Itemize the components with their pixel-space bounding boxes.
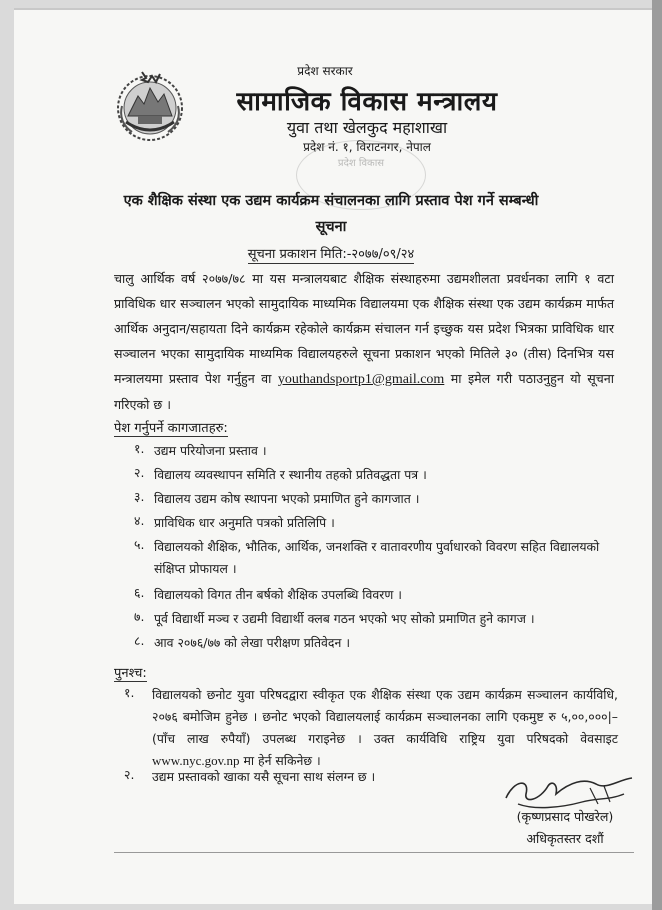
postscript-heading-text: पुनश्च: [114,666,147,681]
signatory-designation: अधिकृतस्तर दशौं [526,831,604,846]
list-item-number: २. [134,465,145,480]
list-item-text: आव २०७६/७७ को लेखा परीक्षण प्रतिवेदन । [154,635,351,650]
provincial-government-label: प्रदेश सरकार [297,64,353,78]
list-item-text: विद्यालय व्यवस्थापन समिति र स्थानीय तहको प्रतिवद्धता पत्र । [154,467,427,482]
list-item-number: ७. [134,609,145,624]
email-link[interactable]: youthandsportp1@gmail.com [277,372,445,387]
bottom-rule [114,852,634,853]
list-item-text: उद्यम परियोजना प्रस्ताव । [154,443,267,458]
required-documents-heading [114,418,228,436]
list-item-text: प्राविधिक धार अनुमति पत्रको प्रतिलिपि । [154,515,335,530]
postscript-heading [114,663,147,681]
postscript-item-1-text: विद्यालयको छनोट युवा परिषदद्वारा स्वीकृत एक शैक्षिक संस्था एक उद्यम कार्यक्रम सञ्चालन कार्यविधि, २०७६ बमोजिम हुनेछ । छनोट भएको विद्यालयलाई कार्यक्रम सञ्चालनका लागि एकमुष्ट रु ५,००,०००|– (पाँच लाख रुपैयाँ) उपलब्ध गराइनेछ । उक्त कार्यविधि राष्ट्रिय युवा परिषदको वेवसाइट [152,687,618,746]
notice-title: एक शैक्षिक संस्था एक उद्यम कार्यक्रम संचालनका लागि प्रस्ताव पेश गर्ने सम्बन्धी [123,193,539,209]
list-item-text: विद्यालयको विगत तीन बर्षको शैक्षिक उपलब्धि विवरण । [154,587,402,602]
list-item-number: १. [124,685,135,700]
stamp-text: प्रदेश विकास [337,158,385,169]
website-link[interactable]: www.nyc.gov.np [152,753,240,768]
list-item-text: उद्यम प्रस्तावको खाका यसै सूचना साथ संलग्न छ । [152,769,376,784]
list-item-text [152,684,618,772]
office-address: प्रदेश नं. १, विराटनगर, नेपाल [303,140,431,154]
list-item-text: विद्यालयको शैक्षिक, भौतिक, आर्थिक, जनशक्ति र वातावरणीय पुर्वाधारको विवरण सहित विद्यालयको संक्षिप्त प्रोफायल । [154,539,600,576]
notice-body-text-2: मा इमेल गरी पठाउनुहुन यो सूचना गरिएको छ । [114,371,615,412]
division-name: युवा तथा खेलकुद महाशाखा [286,118,448,137]
notice-subtitle: सूचना [315,219,347,235]
ministry-name: सामाजिक विकास मन्त्रालय [236,87,498,117]
list-item-number: ५. [134,537,145,552]
signatory-name: (कृष्णप्रसाद पोखरेल) [516,809,614,824]
required-documents-heading-text: पेश गर्नुपर्ने कागजातहरु: [114,421,228,436]
list-item-number: ६. [134,585,145,600]
list-item-number: ३. [134,489,145,504]
postscript-item-1-tail: मा हेर्न सकिनेछ । [239,753,321,768]
list-item-text: पूर्व विद्यार्थी मञ्च र उद्यमी विद्यार्थी क्लब गठन भएको भए सोको प्रमाणित हुने कागज । [154,611,535,626]
notice-body-text-1: चालु आर्थिक वर्ष २०७७/७८ मा यस मन्त्रालयबाट शैक्षिक संस्थाहरुमा उद्यमशीलता प्रवर्धनका लागि १ वटा प्राविधिक धार सञ्चालन भएको सामुदायिक माध्यमिक विद्यालयमा एक शैक्षिक संस्था एक उद्यम कार्यक्रम मार्फत आर्थिक अनुदान/सहायता दिने कार्यक्रम रहेकोले कार्यक्रम संचालन गर्न इच्छुक यस प्रदेश भित्रका प्राविधिक धार सञ्चालन भएका सामुदायिक माध्यमिक विद्यालयहरुले सूचना प्रकाशन भएको मितिले ३० (तीस) दिनभित्र यस मन्त्रालयमा प्रस्ताव पेश गर्नुहुन वा [114,271,614,386]
list-item-number: २. [124,767,135,782]
publication-date [0,244,662,262]
list-item-number: ८. [134,633,145,648]
list-item-text: विद्यालय उद्यम कोष स्थापना भएको प्रमाणित हुने कागजात । [154,491,420,506]
publication-date-text: सूचना प्रकाशन मिति:-२०७७/०९/२४ [247,247,415,262]
list-item-number: १. [134,441,145,456]
notice-body [114,266,614,417]
page-top-edge [14,8,654,10]
list-item-number: ४. [134,513,145,528]
